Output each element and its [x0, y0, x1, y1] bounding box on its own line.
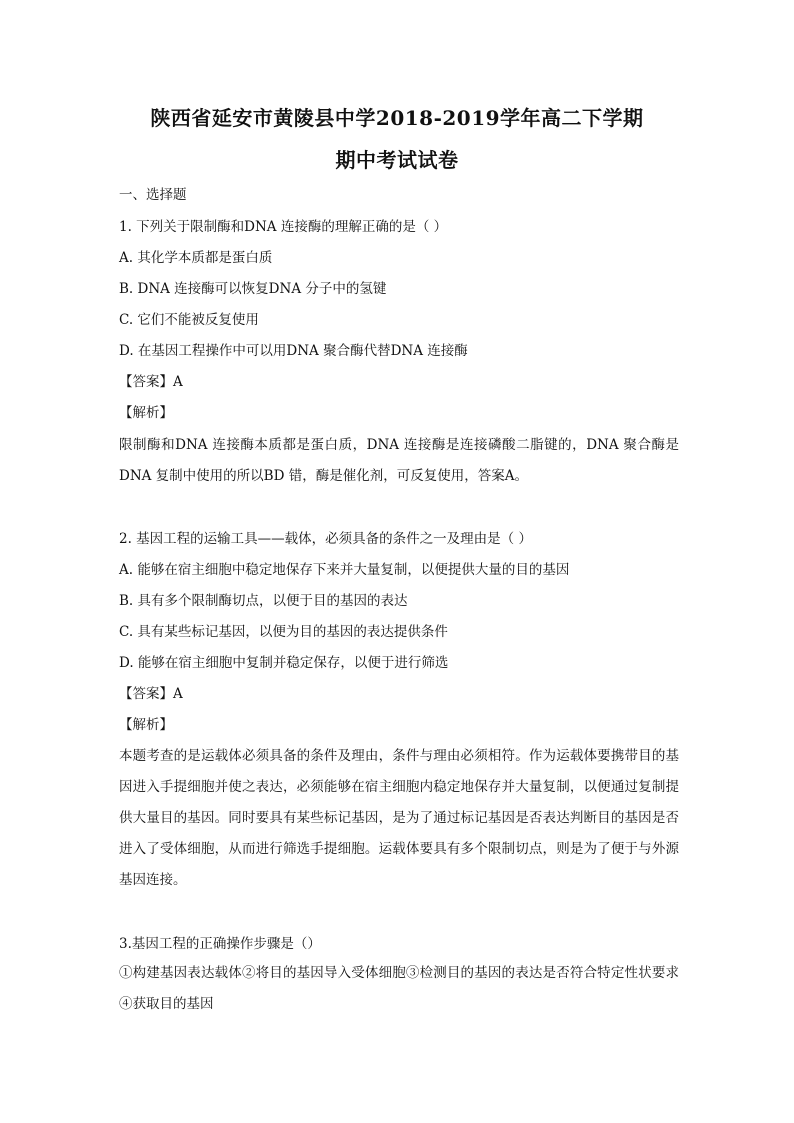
q2-option-b: B. 具有多个限制酶切点，以便于目的基因的表达 [119, 593, 408, 609]
q2-option-c: C. 具有某些标记基因，以便为目的基因的表达提供条件 [119, 624, 448, 640]
q1-option-b: B. DNA 连接酶可以恢复DNA 分子中的氢键 [119, 281, 387, 297]
q3-body-text: ①构建基因表达载体②将目的基因导入受体细胞③检测目的基因的表达是否符合特定性状要求④获取目的基因 [119, 965, 679, 1012]
q2-analysis-label: 【解析】 [119, 717, 173, 733]
q3-stem: 3.基因工程的正确操作步骤是（） [119, 936, 321, 952]
q1-option-a: A. 其化学本质都是蛋白质 [119, 250, 273, 266]
q1-answer: 【答案】A [119, 374, 183, 390]
q2-stem: 2. 基因工程的运输工具——载体，必须具备的条件之一及理由是（ ） [119, 531, 532, 547]
section-heading: 一、选择题 [119, 187, 187, 203]
document-title-line-2: 期中考试试卷 [335, 148, 459, 172]
q2-analysis-text: 本题考查的是运载体必须具备的条件及理由，条件与理由必须相符。作为运载体要携带目的基因进入手提细胞并使之表达，必须能够在宿主细胞内稳定地保存并大量复制，以便通过复制提供大量目的基因。同时要具有某些标记基因，是为了通过标记基因是否表达判断目的基因是否进入了受体细胞，从而进行筛选手提细胞。运载体要具有多个限制切点，则是为了便于与外源基因连接。 [119, 748, 679, 888]
document-title-line-1: 陕西省延安市黄陵县中学2018-2019学年高二下学期 [150, 106, 644, 130]
q2-answer: 【答案】A [119, 686, 183, 702]
q1-option-d: D. 在基因工程操作中可以用DNA 聚合酶代替DNA 连接酶 [119, 343, 468, 359]
q1-analysis-text: 限制酶和DNA 连接酶本质都是蛋白质，DNA 连接酶是连接磷酸二脂键的，DNA 聚合酶是DNA 复制中使用的所以BD 错，酶是催化剂，可反复使用，答案A。 [119, 437, 679, 484]
q1-option-c: C. 它们不能被反复使用 [119, 312, 259, 328]
q1-analysis-label: 【解析】 [119, 405, 173, 421]
q2-option-a: A. 能够在宿主细胞中稳定地保存下来并大量复制，以便提供大量的目的基因 [119, 562, 570, 578]
q1-stem: 1. 下列关于限制酶和DNA 连接酶的理解正确的是（ ） [119, 219, 448, 235]
q2-option-d: D. 能够在宿主细胞中复制并稳定保存，以便于进行筛选 [119, 655, 449, 671]
